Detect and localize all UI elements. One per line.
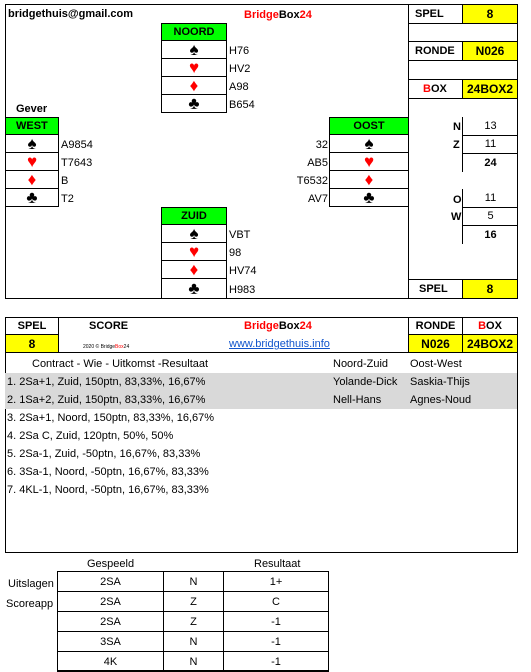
- result-uitkomst: C: [223, 591, 329, 612]
- copyright-post: 24: [123, 344, 130, 350]
- hcp-n-value: 13: [462, 117, 518, 136]
- west-club-icon: ♣: [5, 188, 59, 207]
- noord-spade-icon: ♠: [161, 40, 227, 59]
- bottom-spel-value: 8: [462, 279, 518, 299]
- col-nz-header: Noord-Zuid: [333, 358, 389, 370]
- zuid-spade-icon: ♠: [161, 224, 227, 243]
- score-row: [5, 391, 517, 409]
- result-wie: N: [163, 631, 224, 652]
- copyright-box: Box: [115, 344, 124, 350]
- west-clubs: T2: [61, 193, 74, 205]
- brand-mid: Box: [278, 9, 300, 21]
- score-row-text: 7. 4KL-1, Noord, -50ptn, 16,67%, 83,33%: [7, 484, 209, 496]
- hcp-ow-total: 16: [462, 225, 518, 244]
- col-ow-header: Oost-West: [410, 358, 462, 370]
- score-spel-value: 8: [5, 334, 59, 353]
- brand-logo: [244, 9, 312, 21]
- noord-diamonds: A98: [229, 81, 249, 93]
- result-contract: 2SA: [57, 611, 164, 632]
- gever-label: Gever: [16, 103, 48, 115]
- score-row-ow: Saskia-Thijs: [410, 376, 470, 388]
- score-row: [5, 409, 517, 427]
- result-contract: 2SA: [57, 591, 164, 612]
- box-label: [408, 79, 463, 99]
- oost-heart-icon: ♥: [329, 152, 409, 171]
- brand-post: 24: [299, 9, 312, 21]
- zuid-heart-icon: ♥: [161, 242, 227, 261]
- hcp-nz-total: 24: [462, 153, 518, 172]
- result-wie: Z: [163, 611, 224, 632]
- score-row-text: 2. 1Sa+2, Zuid, 150ptn, 83,33%, 16,67%: [7, 394, 206, 406]
- noord-diamond-icon: ♦: [161, 76, 227, 95]
- zuid-label: ZUID: [161, 207, 227, 225]
- col-contract-header: Contract - Wie - Uitkomst -Resultaat: [32, 358, 209, 370]
- score-ronde-value: N026: [408, 334, 463, 353]
- noord-hearts: HV2: [229, 63, 251, 75]
- zuid-club-icon: ♣: [161, 278, 227, 299]
- noord-spades: H76: [229, 45, 250, 57]
- score-row-text: 3. 2Sa+1, Noord, 150ptn, 83,33%, 16,67%: [7, 412, 215, 424]
- score-row: [5, 445, 517, 463]
- hcp-n-label: N: [453, 121, 461, 133]
- hcp-o-value: 11: [462, 189, 518, 208]
- result-uitkomst: -1: [223, 631, 329, 652]
- result-contract: 4K: [57, 651, 164, 672]
- score-row: [5, 481, 517, 499]
- spel-value: 8: [462, 4, 518, 24]
- copyright: [83, 344, 129, 350]
- score-row-text: 6. 3Sa-1, Noord, -50ptn, 16,67%, 83,33%: [7, 466, 209, 478]
- scoreapp-label: Scoreapp: [6, 598, 54, 610]
- ronde-label: RONDE: [408, 41, 463, 61]
- score-divider: [5, 352, 518, 353]
- box-label-b: B: [423, 83, 431, 95]
- west-label: WEST: [5, 117, 59, 135]
- result-wie: Z: [163, 591, 224, 612]
- uitslagen-label: Uitslagen: [8, 578, 54, 590]
- zuid-diamonds: HV74: [229, 265, 257, 277]
- hcp-o-label: O: [453, 194, 462, 206]
- oost-label: OOST: [329, 117, 409, 135]
- result-uitkomst: -1: [223, 611, 329, 632]
- box-label-rest: OX: [430, 83, 447, 95]
- noord-label: NOORD: [161, 23, 227, 41]
- score-row-nz: Nell-Hans: [333, 394, 382, 406]
- score-row: [5, 373, 517, 391]
- brand-pre: Bridge: [244, 9, 279, 21]
- score-box-value: 24BOX2: [462, 334, 518, 353]
- bottom-spel-label: SPEL: [408, 279, 463, 299]
- hcp-w-value: 5: [462, 207, 518, 226]
- oost-hearts: AB5: [307, 157, 328, 169]
- oost-club-icon: ♣: [329, 188, 409, 207]
- score-box-label: [462, 317, 518, 335]
- oost-clubs: AV7: [308, 193, 328, 205]
- west-heart-icon: ♥: [5, 152, 59, 171]
- west-hearts: T7643: [61, 157, 93, 169]
- west-spade-icon: ♠: [5, 134, 59, 153]
- hcp-w-label: W: [451, 211, 462, 223]
- score-row-ow: Agnes-Noud: [410, 394, 472, 406]
- gespeeld-header: Gespeeld: [87, 558, 135, 570]
- result-contract: 3SA: [57, 631, 164, 652]
- score-brand-post: 24: [299, 320, 312, 332]
- oost-diamonds: T6532: [296, 175, 328, 187]
- box-value: 24BOX2: [462, 79, 518, 99]
- hcp-z-value: 11: [462, 135, 518, 154]
- noord-club-icon: ♣: [161, 94, 227, 113]
- email: bridgethuis@gmail.com: [8, 8, 134, 20]
- result-wie: N: [163, 651, 224, 672]
- west-diamonds: B: [61, 175, 69, 187]
- score-brand-logo: [244, 320, 312, 332]
- copyright-pre: 2020 © Bridge: [83, 344, 116, 350]
- score-row-text: 1. 2Sa+1, Zuid, 150ptn, 83,33%, 16,67%: [7, 376, 206, 388]
- score-row-text: 4. 2Sa C, Zuid, 120ptn, 50%, 50%: [7, 430, 174, 442]
- ronde-value: N026: [462, 41, 518, 61]
- score-row-nz: Yolande-Dick: [333, 376, 398, 388]
- oost-diamond-icon: ♦: [329, 170, 409, 189]
- score-brand-mid: Box: [278, 320, 300, 332]
- west-spades: A9854: [61, 139, 93, 151]
- zuid-diamond-icon: ♦: [161, 260, 227, 279]
- oost-spades: 32: [315, 139, 328, 151]
- score-row: [5, 463, 517, 481]
- score-box-label-rest: OX: [486, 320, 502, 332]
- west-diamond-icon: ♦: [5, 170, 59, 189]
- hcp-z-label: Z: [453, 139, 460, 151]
- score-box-label-b: B: [478, 320, 487, 332]
- score-row-text: 5. 2Sa-1, Zuid, -50ptn, 16,67%, 83,33%: [7, 448, 201, 460]
- result-uitkomst: -1: [223, 651, 329, 672]
- result-wie: N: [163, 571, 224, 592]
- result-contract: 2SA: [57, 571, 164, 592]
- zuid-hearts: 98: [229, 247, 242, 259]
- website-link[interactable]: www.bridgethuis.info: [229, 338, 330, 350]
- score-label: SCORE: [89, 320, 129, 332]
- spel-label: SPEL: [408, 4, 463, 24]
- result-uitkomst: 1+: [223, 571, 329, 592]
- resultaat-header: Resultaat: [254, 558, 301, 570]
- score-row: [5, 427, 517, 445]
- zuid-spades: VBT: [229, 229, 251, 241]
- score-brand-pre: Bridge: [244, 320, 279, 332]
- score-ronde-label: RONDE: [408, 317, 463, 335]
- oost-spade-icon: ♠: [329, 134, 409, 153]
- zuid-clubs: H983: [229, 284, 256, 296]
- score-spel-label: SPEL: [5, 317, 59, 335]
- noord-heart-icon: ♥: [161, 58, 227, 77]
- noord-clubs: B654: [229, 99, 255, 111]
